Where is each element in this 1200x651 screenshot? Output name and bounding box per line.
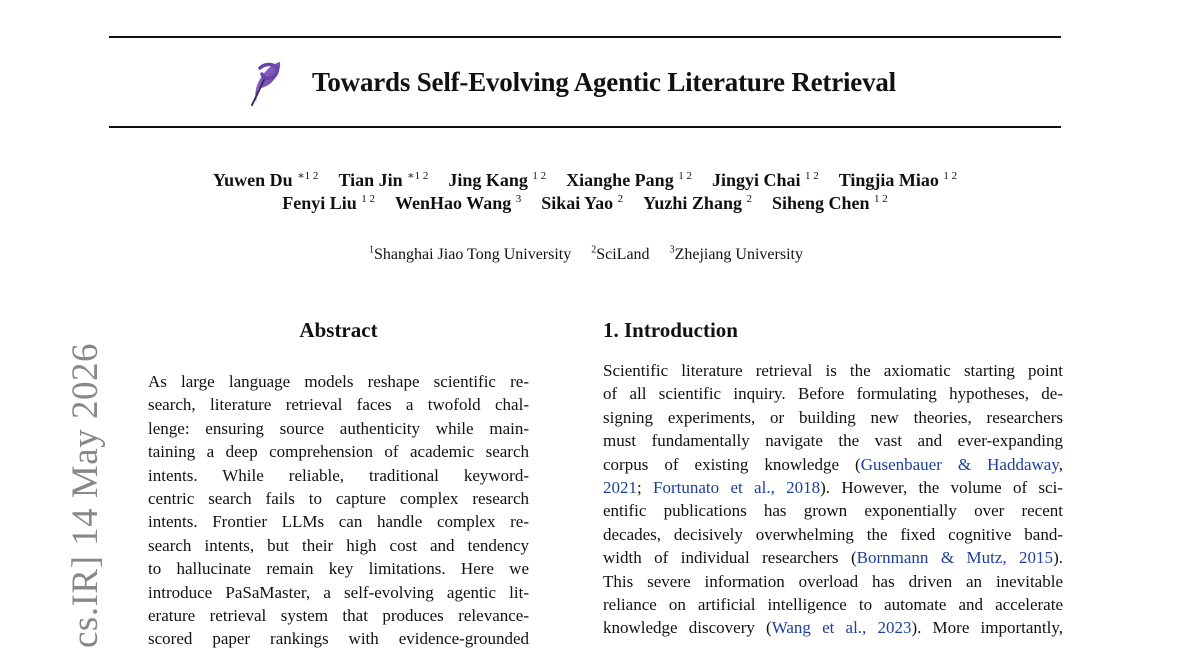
affiliation-number: 2 [591, 244, 597, 256]
author [448, 170, 546, 191]
author-name: Siheng Chen [771, 193, 870, 213]
introduction-text: This severe information overload has driven an inevitable [603, 571, 1063, 591]
author-name: Jingyi Chai [711, 170, 801, 190]
introduction-line [603, 523, 1063, 546]
author-name: Tingjia Miao [838, 170, 939, 190]
introduction-text: ). However, the volume of sci- [820, 477, 1063, 497]
introduction-line [603, 616, 1063, 639]
author-name: Yuzhi Zhang [643, 193, 742, 213]
abstract-line: taining a deep comprehension of academic search [148, 442, 529, 462]
affiliation-name: Zhejiang University [674, 246, 803, 263]
introduction-text: ). [1053, 548, 1063, 568]
introduction-text: signing experiments, or building new theories, researchers [603, 407, 1063, 427]
author [282, 193, 375, 214]
affiliation-name: SciLand [596, 246, 650, 263]
abstract-line: centric search fails to capture complex research [148, 488, 529, 508]
citation-link[interactable]: Bornmann & Mutz, 2015 [856, 548, 1054, 568]
introduction-text: decades, decisively overwhelming the fixed cognitive band- [603, 524, 1063, 544]
affiliation-number: 1 [369, 244, 374, 256]
author-list-row-1 [0, 170, 1170, 191]
author-affiliation-marker: 1 2 [943, 170, 958, 182]
affiliation-name: Shanghai Jiao Tong University [374, 246, 572, 263]
abstract-line: lenge: ensuring source authenticity while main- [148, 418, 529, 438]
citation-link[interactable]: Wang et al., 2023 [771, 618, 912, 638]
abstract-line: search, literature retrieval faces a twofold chal- [148, 395, 529, 415]
introduction-body [603, 359, 1063, 640]
introduction-text: entific publications has grown exponentially over recent [603, 501, 1063, 521]
abstract-line: intents. While reliable, traditional keyword- [148, 465, 529, 485]
title-rule-bottom [109, 126, 1061, 128]
arxiv-stamp-text: cs.IR] 14 May 2026 [65, 343, 106, 648]
author-affiliation-marker: 1 2 [678, 170, 692, 182]
author-affiliation-marker: 3 [515, 193, 522, 205]
citation-link[interactable]: 2021 [603, 477, 637, 497]
introduction-text: , [1058, 454, 1063, 474]
abstract-line: to hallucinate remain key limitations. Here we [148, 559, 529, 579]
introduction-line [603, 382, 1063, 405]
author-affiliation-marker: 2 [746, 193, 752, 205]
introduction-line [603, 499, 1063, 522]
affiliation [591, 246, 649, 264]
author [566, 170, 692, 191]
author-name: Tian Jin [338, 170, 403, 190]
abstract-body [148, 370, 529, 651]
abstract-line: As large language models reshape scientific re- [148, 372, 529, 391]
author [541, 193, 623, 214]
abstract-heading: Abstract [299, 318, 378, 342]
author-affiliation-marker: 2 [617, 193, 624, 205]
abstract-line: search intents, but their high cost and tendency [148, 535, 529, 555]
introduction-heading: 1. Introduction [603, 318, 738, 342]
introduction-line [603, 406, 1063, 429]
introduction-text: Scientific literature retrieval is the axiomatic starting point [603, 361, 1063, 380]
author-affiliation-marker: 1 2 [532, 170, 547, 182]
introduction-text: ). More importantly, [911, 618, 1064, 638]
pasa-feather-logo-icon [244, 58, 286, 106]
author-affiliation-marker: 1 2 [804, 170, 819, 182]
citation-link[interactable]: Fortunato et al., 2018 [653, 477, 821, 497]
author-name: WenHao Wang [395, 193, 512, 213]
author-affiliation-marker: ∗1 2 [407, 170, 429, 182]
author [338, 170, 428, 191]
paper-title: Towards Self-Evolving Agentic Literature Retrieval [312, 66, 896, 97]
introduction-line [603, 476, 1063, 499]
author-affiliation-marker: 1 2 [874, 193, 888, 205]
introduction-line [603, 546, 1063, 569]
author [395, 193, 521, 214]
affiliation-number: 3 [669, 244, 675, 256]
introduction-line [603, 593, 1063, 616]
abstract-line: erature retrieval system that produces relevance- [148, 605, 529, 625]
affiliation [670, 246, 803, 264]
author [839, 170, 957, 191]
abstract-line: scored paper rankings with evidence-grounded [148, 629, 529, 649]
author [772, 193, 888, 214]
author-affiliation-marker: 1 2 [361, 193, 375, 205]
arxiv-stamp [28, 330, 106, 648]
author [643, 193, 752, 214]
introduction-line [603, 359, 1063, 382]
author-name: Fenyi Liu [282, 193, 357, 213]
abstract-line: introduce PaSaMaster, a self-evolving agentic lit- [148, 582, 529, 602]
affiliations [0, 246, 1172, 264]
author-list-row-2 [0, 193, 1170, 214]
author-name: Sikai Yao [541, 193, 614, 213]
introduction-line [603, 570, 1063, 593]
abstract-line: intents. Frontier LLMs can handle complex re- [148, 512, 529, 532]
introduction-text: knowledge discovery ( [603, 618, 772, 638]
affiliation [369, 246, 571, 264]
author-name: Jing Kang [448, 170, 528, 190]
citation-link[interactable]: Gusenbauer & Haddaway [860, 454, 1059, 474]
author [213, 170, 319, 191]
title-rule-top [109, 36, 1061, 38]
author-name: Yuwen Du [212, 170, 293, 190]
author [712, 170, 819, 191]
introduction-text: reliance on artificial intelligence to automate and accelerate [603, 594, 1063, 614]
title-block [109, 54, 1061, 110]
introduction-text: must fundamentally navigate the vast and ever-expanding [603, 431, 1063, 451]
introduction-text: ; [637, 477, 654, 497]
author-name: Xianghe Pang [566, 170, 674, 190]
author-affiliation-marker: ∗1 2 [297, 170, 319, 182]
introduction-text: width of individual researchers ( [603, 548, 857, 568]
introduction-line [603, 453, 1063, 476]
introduction-line [603, 429, 1063, 452]
introduction-text: of all scientific inquiry. Before formulating hypotheses, de- [603, 384, 1063, 404]
introduction-text: corpus of existing knowledge ( [603, 454, 861, 474]
